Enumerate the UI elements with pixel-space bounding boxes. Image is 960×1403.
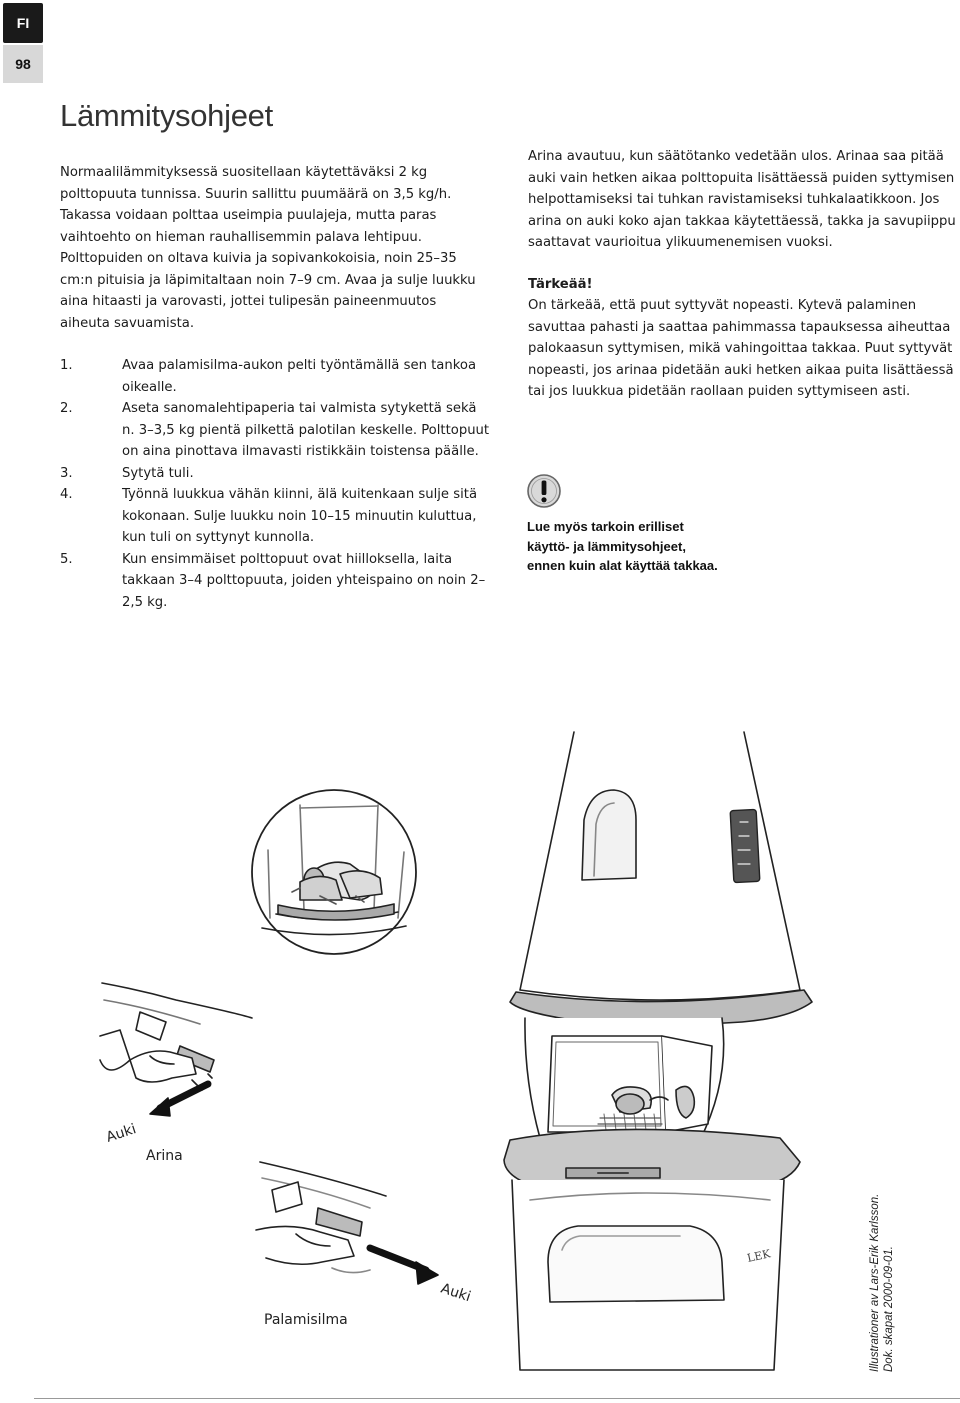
step-number: 1. (60, 358, 73, 373)
label-auki: Auki (438, 1280, 473, 1306)
page-title: Lämmitysohjeet (60, 98, 273, 133)
step-text: Sytytä tuli. (122, 465, 194, 481)
stove-drawing (504, 732, 812, 1370)
list-item (60, 398, 490, 463)
air-intake-detail-drawing (250, 1150, 438, 1303)
list-item (60, 549, 490, 614)
step-text: Aseta sanomalehtipaperia tai valmista sytykettä sekä n. 3–3,5 kg pientä pilkettä palotilan keskelle. Polttopuut on aina pinottava ilmavasti ristikkäin toistensa päälle. (122, 401, 490, 459)
step-number: 3. (60, 465, 73, 481)
important-heading: Tärkeää! (528, 276, 593, 292)
label-palamisilma: Palamisilma (264, 1312, 348, 1328)
note-line: käyttö- ja lämmitysohjeet, (527, 538, 686, 554)
arina-paragraph: Arina avautuu, kun säätötanko vedetään ulos. Arinaa saa pitää auki vain hetken aikaa polttopuita lisättäessä puiden syttymisen helpottamiseksi tai tuhkan ravistamiseksi tuhkalaatikkoon. Jos arina on auki koko ajan takkaa käytettäessä, takka ja savupiippu saattavat vaurioitua ylikuumenemisen vuoksi. (528, 149, 956, 250)
step-number: 2. (60, 401, 73, 416)
page-number: 98 (3, 45, 43, 83)
steps-list (60, 355, 490, 613)
step-text: Työnnä luukkua vähän kiinni, älä kuitenkaan sulje sitä kokonaan. Sulje luukku noin 10–15 minuutin kuluttua, kun tuli on syttynyt kunnolla. (122, 487, 478, 545)
list-item (60, 355, 490, 398)
fireplace-illustration (0, 720, 960, 1390)
step-number: 4. (60, 487, 73, 502)
right-column (528, 146, 958, 403)
credit-line: Illustrationer av Lars-Erik Karlsson. (869, 1193, 881, 1372)
signature-text: LEK (745, 1247, 772, 1265)
intro-paragraph: Normaalilämmityksessä suositellaan käytettäväksi 2 kg polttopuuta tunnissa. Suurin sallittu puumäärä on 3,5 kg/h. Takassa voidaan polttaa useimpia puulajeja, mutta paras vaihtoehto on hieman rauhallisemmin palava lehtipuu. Polttopuiden on oltava kuivia ja sopivankokoisia, noin 25–35 cm:n pituisia ja läpimitaltaan noin 7–9 cm. Avaa ja sulje luukku aina hitaasti ja varovasti, jottei tulipesän paineenmuutos aiheuta savuamista. (60, 165, 476, 331)
note-line: ennen kuin alat käyttää takkaa. (527, 558, 718, 573)
label-arina: Arina (146, 1148, 183, 1164)
important-paragraph: On tärkeää, että puut syttyvät nopeasti. Kytevä palaminen savuttaa pahasti ja saattaa pahimmassa tapauksessa aiheuttaa palokaasun syttymisen, mikä vahingoittaa takkaa. Puut syttyvät nopeasti, jos arinaa pidetään auki hetken aikaa puita lisättäessä tai jos luukkua pidetään raollaan puiden syttymiseen asti. (528, 298, 954, 399)
label-auki: Auki (104, 1121, 139, 1146)
list-item (60, 484, 490, 549)
left-column (60, 162, 490, 613)
step-number: 5. (60, 551, 73, 567)
step-text: Avaa palamisilma-aukon pelti työntämällä sen tankoa oikealle. (122, 358, 477, 395)
step-text: Kun ensimmäiset polttopuut ovat hiilloksella, laita takkaan 3–4 polttopuuta, joiden yhteispaino on noin 2–2,5 kg. (122, 551, 486, 610)
illustration-credit (868, 1194, 896, 1372)
note-line: Lue myös tarkoin erilliset (527, 519, 684, 534)
bottom-divider (34, 1398, 960, 1399)
language-badge: FI (3, 3, 43, 43)
credit-line: Dok. skapat 2000-09-01. (883, 1246, 895, 1372)
firebox-detail-drawing (252, 790, 416, 954)
warning-icon (527, 474, 561, 508)
read-instructions-note (527, 517, 718, 576)
list-item (60, 463, 490, 485)
